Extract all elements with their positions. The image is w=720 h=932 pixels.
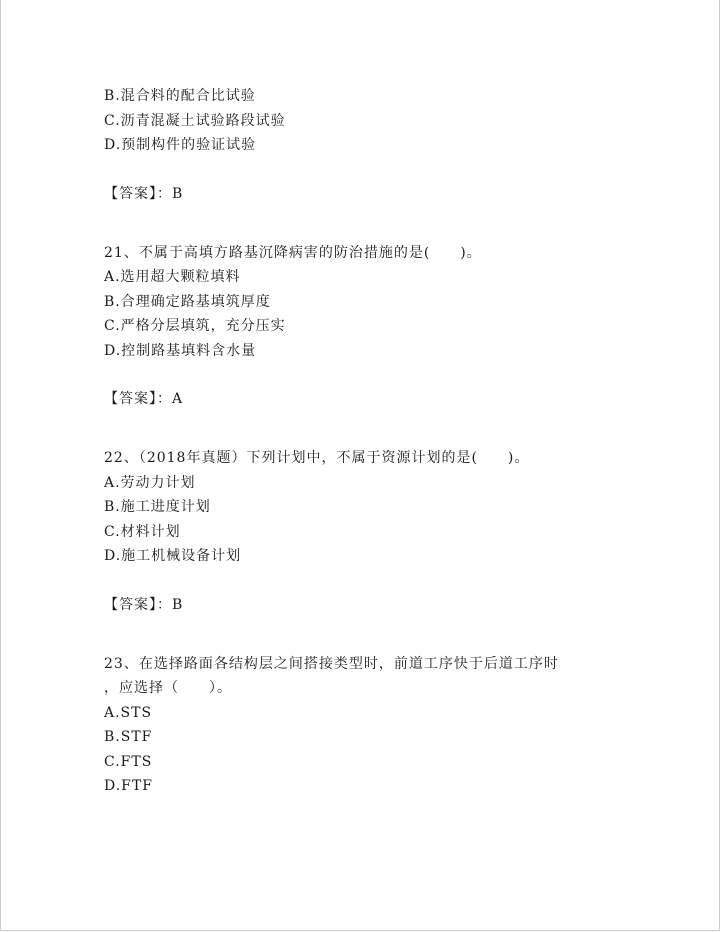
option-a: A.劳动力计划 [104, 474, 196, 491]
option-b: B.混合料的配合比试验 [104, 88, 256, 104]
option-c: C.FTS [104, 753, 153, 770]
option-d: D.施工机械设备计划 [104, 548, 242, 564]
question-stem: 22、（2018年真题）下列计划中，不属于资源计划的是( )。 [104, 450, 530, 466]
question-23 [104, 652, 624, 799]
answer-22: 【答案】：B [104, 596, 184, 613]
option-a: A.STS [104, 704, 153, 721]
question-stem-line-2: ，应选择（ ）。 [104, 680, 232, 696]
option-c: C.沥青混凝土试验路段试验 [104, 112, 286, 129]
option-a: A.选用超大颗粒填料 [104, 269, 241, 285]
document-body [104, 84, 624, 799]
option-d: D.控制路基填料含水量 [104, 342, 257, 359]
option-d: D.预制构件的验证试验 [104, 137, 257, 153]
option-c: C.材料计划 [104, 523, 181, 540]
question-20-options [104, 84, 624, 158]
question-stem: 21、不属于高填方路基沉降病害的防治措施的是( )。 [104, 244, 482, 261]
option-b: B.施工进度计划 [104, 499, 211, 515]
option-d: D.FTF [104, 778, 153, 794]
option-b: B.STF [104, 729, 153, 745]
answer-21: 【答案】：A [104, 391, 184, 407]
option-c: C.严格分层填筑，充分压实 [104, 318, 286, 334]
option-b: B.合理确定路基填筑厚度 [104, 293, 271, 310]
answer-20: 【答案】：B [104, 185, 184, 202]
question-21 [104, 241, 624, 364]
question-stem-line-1: 23、在选择路面各结构层之间搭接类型时，前道工序快于后道工序时 [104, 655, 559, 672]
question-22 [104, 446, 624, 569]
